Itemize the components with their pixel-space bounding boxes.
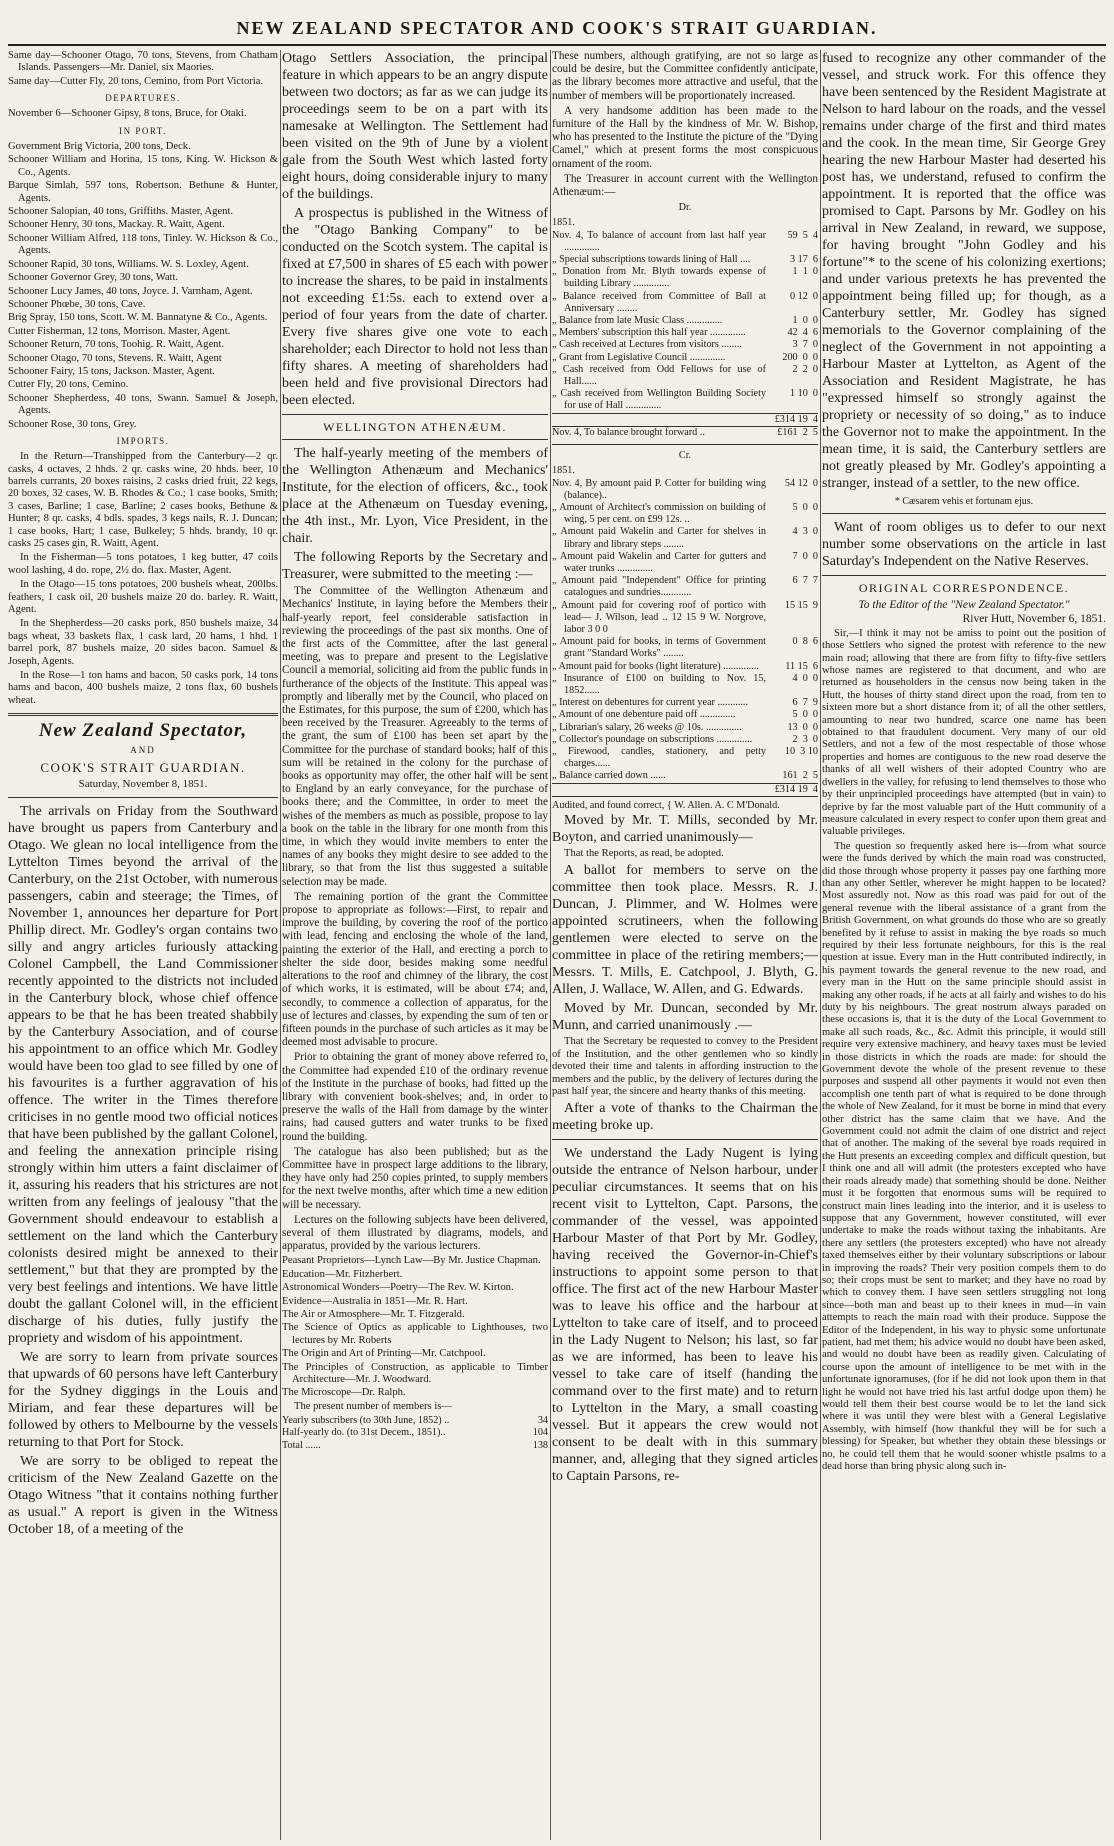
members-row — [282, 1440, 548, 1452]
debit-row-desc: „ Balance from late Music Class .............. — [552, 315, 723, 327]
debit-row-amount: 42 4 6 — [787, 327, 818, 339]
debit-total-row — [552, 413, 818, 427]
credit-row-amount: 11 15 6 — [785, 660, 818, 672]
article-paragraph: A ballot for members to serve on the committee then took place. Messrs. R. J. Duncan, J. Plimmer, and W. Holmes were appointed scrutineers, when the following gentlemen were elected to serve on the committee in place of the retiring members;—Messrs. T. Mills, E. Catchpool, J. Blyth, G. Allen, J. Wallace, W. Allen, and G. Edwards. — [552, 863, 818, 998]
credit-row — [552, 673, 818, 697]
column-2 — [282, 50, 548, 1840]
debit-rows — [552, 230, 818, 413]
members-row-desc: Total ...... — [282, 1439, 321, 1451]
ship-entry: Same day—Cutter Fly, 20 tons, Cemino, from Port Victoria. — [8, 75, 264, 87]
debit-row-amount: 1 10 0 — [789, 388, 818, 400]
article-paragraph: These numbers, although gratifying, are not so large as could be desire, but the Committee confidently anticipate, as the library becomes more attractive and useful, that the number of members will be proportionately increased. — [552, 50, 818, 102]
credit-row-amount: 161 2 5 — [782, 770, 818, 782]
departures-heading: DEPARTURES. — [105, 93, 181, 104]
credit-row — [552, 770, 818, 782]
report-paragraph: The catalogue has also been published; but as the Committee have in prospect large additions to the library, they have only had 250 copies printed, to supply members for the next twelve months, after which time a new edition will be necessary. — [282, 1145, 548, 1211]
divider — [8, 797, 278, 798]
credit-row-amount: 6 7 7 — [792, 575, 818, 587]
debit-row-amount: 200 0 0 — [782, 351, 818, 363]
article-paragraph: That the Reports, as read, be adopted. — [564, 847, 724, 859]
credit-row-desc: „ Interest on debentures for current year ............ — [552, 697, 749, 709]
editorial-paragraph: We are sorry to learn from private sources that upwards of 60 persons have left Canterbury for the Sydney diggings in the Louis and Miriam, and fear these departures will be followed by others to Melbourne by the vessels returning to that Port for Stock. — [8, 1350, 278, 1451]
credit-heading: Cr. — [678, 450, 692, 462]
credit-row-desc: „ Firewood, candles, stationery, and petty charges...... — [552, 745, 766, 770]
letter-place: River Hutt, November 6, 1851. — [962, 612, 1106, 625]
lecture-entry: Evidence—Australia in 1851—Mr. R. Hart. — [282, 1295, 468, 1307]
debit-row-desc: „ Donation from Mr. Blyth towards expense of building Library .............. — [552, 266, 766, 290]
in-port-entry: Schooner Henry, 30 tons, Mackay. R. Waitt, Agent. — [8, 219, 225, 231]
article-paragraph: fused to recognize any other commander of the vessel, and struck work. For this offence they have been sentenced by the Resident Magistrate at Nelson to hard labour on the roads, and the vessel remains under charge of the first and third mates and the cook. In the mean time, Sir George Grey hearing the new Harbour Master had deserted his post has, we understand, refused to confirm the appointment. It is reported that the office was promised to Capt. Parsons by Mr. Godley on his arrival in New Zealand, in reward, we suppose, for having brought "John Godley and his fortune"* to the scene of his colonizing exertions; and under various pretexts he has prevented the appointment being filled up; for though, as a Canterbury settler, Mr. Godley has signed memorials to the Governor complaining of the neglect of the Government in not appointing a Harbour Master at Lyttelton, as Agent of the Association and Resident Magistrate, he has "expressed himself so strongly against the propriety or necessity of so doing," as to induce the Governor not to make the appointment. In the mean time, it is said, the Canterbury settlers are not greatly pleased by Mr. Godley's appointing a stranger, instead of a settler, to the new office. — [822, 51, 1106, 491]
members-row-desc: Half-yearly do. (to 31st Decem., 1851).. — [282, 1427, 446, 1439]
report-paragraph: Lectures on the following subjects have been delivered, several of them illustrated by diagrams, models, and apparatus, provided by the various lecturers. — [282, 1213, 548, 1253]
account-table — [552, 202, 818, 812]
credit-row — [552, 478, 818, 502]
lectures-list — [282, 1255, 548, 1399]
members-row-amount: 34 — [537, 1415, 548, 1427]
debit-heading: Dr. — [678, 202, 692, 214]
article-paragraph: A prospectus is published in the Witness of the "Otago Banking Company" to be conducted on the Scotch system. The capital is fixed at £7,500 in shares of £5 each with power to increase the shares, to be paid in instalments not exceeding £1:5s. each to extend over a period of four years from the date of charter. Every five shares give one vote to each shareholder; each Director to hold not less than fifty shares. A meeting of shareholders had been held and five provisional Directors had been elected. — [282, 206, 548, 408]
in-port-entry: Schooner Return, 70 tons, Toohig. R. Waitt, Agent. — [8, 339, 225, 351]
divider — [822, 513, 1106, 514]
masthead: NEW ZEALAND SPECTATOR AND COOK'S STRAIT GUARDIAN. — [236, 18, 878, 38]
in-port-entry: Schooner William Alfred, 118 tons, Tinley. W. Hickson & Co., Agents. — [8, 232, 278, 257]
debit-row — [552, 339, 818, 351]
credit-row-desc: „ Collector's poundage on subscriptions .............. — [552, 733, 753, 745]
debit-row-amount: 1 1 0 — [792, 266, 818, 278]
in-port-entry: Schooner Fairy, 15 tons, Jackson. Master, Agent. — [8, 365, 215, 377]
departure-entry: November 6—Schooner Gipsy, 8 tons, Bruce, for Otaki. — [8, 108, 247, 120]
debit-row-desc: „ Members' subscription this half year .............. — [552, 327, 746, 339]
debit-row-desc: „ Balance received from Committee of Ball at Anniversary ........ — [552, 290, 766, 314]
members-table — [282, 1415, 548, 1452]
credit-row-desc: Nov. 4, By amount paid P. Cotter for building wing (balance).. — [552, 477, 766, 501]
credit-row-amount: 6 7 9 — [792, 697, 818, 709]
debit-row-amount: 2 2 0 — [792, 363, 818, 375]
imports-heading: IMPORTS. — [116, 435, 170, 446]
import-entry: In the Shepherdess—20 casks pork, 850 bushels maize, 34 bags wheat, 33 baskets flax, 1 cask lard, 20 hams, 1 hhd. 1 barrel pork, 87 bushels maize, 20 sides bacon. Samuel & Joseph, Agents. — [8, 618, 278, 667]
credit-row-desc: „ Amount of Architect's commission on building of wing, 5 per cent. on £99 12s. .. — [552, 501, 766, 526]
credit-row-amount: 0 8 6 — [792, 636, 818, 648]
credit-total-row — [552, 783, 818, 797]
credit-row-desc: „ Amount paid "Independent" Office for printing catalogues and sundries............ — [552, 575, 766, 599]
debit-row-amount: 3 17 6 — [789, 254, 818, 266]
imports-list — [8, 451, 278, 707]
credit-row — [552, 661, 818, 673]
in-port-entry: Schooner William and Horina, 15 tons, King. W. Hickson & Co., Agents. — [8, 154, 278, 178]
paper-guardian: COOK'S STRAIT GUARDIAN. — [40, 759, 246, 775]
lecture-entry: Education—Mr. Fitzherbert. — [282, 1268, 403, 1280]
column-3 — [552, 50, 818, 1840]
issue-date: Saturday, November 8, 1851. — [78, 777, 208, 790]
article-paragraph: The half-yearly meeting of the members of the Wellington Athenæum and Mechanics' Institute, for the election of officers, &c., took place at the Athenæum on Tuesday evening, the 4th inst., Mr. Lyon, Vice President, in the chair. — [282, 446, 548, 547]
column-rule — [820, 50, 821, 1840]
in-port-entry: Schooner Governor Grey, 30 tons, Watt. — [8, 272, 179, 284]
article-paragraph: A very handsome addition has been made to the furniture of the Hall by the kindness of Mr. W. Bishop, who has presented to the Institute the picture of the "Dying Camel," which at present forms the most conspicuous ornament of the room. — [552, 104, 818, 170]
credit-row — [552, 636, 818, 660]
debit-total: £314 19 4 — [774, 413, 818, 425]
credit-row-desc: „ Amount paid Wakelin and Carter for gutters and water trunks .............. — [552, 550, 766, 574]
paper-and: AND — [130, 744, 156, 755]
audited-line: Audited, and found correct, { W. Allen. A. C M'Donald. — [552, 799, 780, 811]
credit-row — [552, 722, 818, 734]
credit-row — [552, 502, 818, 526]
debit-row-desc: „ Special subscriptions towards lining of Hall .... — [552, 254, 751, 266]
brought-forward-row: Nov. 4, To balance brought forward .. £161 2 5 — [552, 426, 818, 438]
column-4 — [822, 50, 1106, 1840]
credit-rows — [552, 478, 818, 783]
divider — [552, 444, 818, 445]
column-rule — [280, 50, 281, 1840]
debit-row-desc: „ Cash received from Odd Fellows for use of Hall...... — [552, 363, 766, 388]
article-paragraph: After a vote of thanks to the Chairman the meeting broke up. — [552, 1101, 818, 1134]
credit-row-amount: 2 3 0 — [792, 733, 818, 745]
in-port-entry: Schooner Lucy James, 40 tons, Joyce. J. Varnham, Agent. — [8, 285, 253, 297]
lecture-entry: The Origin and Art of Printing—Mr. Catchpool. — [282, 1348, 486, 1360]
article-paragraph: Otago Settlers Association, the principal feature in which appears to be an angry dispute between two doctors; as far as we can judge its proceedings seem to be on a part with its namesake at Wellington. The Settlement had been visited on the 9th of June by a violent gale from the South West which lasted forty eight hours, doing considerable injury to many of the buildings. — [282, 51, 548, 202]
in-port-entry: Schooner Salopian, 40 tons, Griffiths. Master, Agent. — [8, 206, 234, 218]
credit-row — [552, 526, 818, 550]
members-row-amount: 104 — [532, 1427, 548, 1439]
debit-row-desc: „ Cash received from Wellington Building Society for use of Hall .............. — [552, 388, 766, 412]
members-row — [282, 1427, 548, 1439]
lecture-entry: The Principles of Construction, as applicable to Timber Architecture—Mr. J. Woodward. — [282, 1361, 548, 1386]
credit-row-desc: „ Amount paid for covering roof of portico with lead— J. Wilson, lead .. 12 15 9 W. Norgrove, labor 3 0 0 — [552, 599, 766, 635]
credit-row-amount: 4 3 0 — [792, 526, 818, 538]
editorial-paragraph: The arrivals on Friday from the Southward have brought us papers from Canterbury and Otago. We glean no local intelligence from the Lyttelton Times beyond the arrival of the Canterbury, on the 21st October, with numerous passengers, cabin and steerage; the Times, of November 1, announces her departure for Port Phillip direct. Mr. Godley's organ contains two silly and angry articles furiously attacking Colonel Campbell, the Land Commissioner recently appointed to the districts not included in the Canterbury block, whose chief offence appears to be that he has been treated shabbily by the Canterbury Association, and of course his appointment to an office which Mr. Godley would have been too glad to see filled by one of his favourites is a further aggravation of his offence. The writer in the Times therefore criticises in no gentle mood two official notices that have been published by the gallant Colonel, and feeling the annexation principle rising strongly within him utters a faint disclaimer of it, assuring his readers that his strictures are not written from any feelings of jealousy "that the Government should endeavour to establish a settlement on the land which the Canterbury colonists desired might be annexed to their settlement," but that they are prompted by the very best feelings and intentions. We have little doubt the gallant Colonel will, in the efficient discharge of his duties, fully justify the propriety and wisdom of his appointment. — [8, 804, 278, 1347]
lecture-entry: The Microscope—Dr. Ralph. — [282, 1387, 406, 1399]
debit-row-amount: 59 5 4 — [787, 229, 818, 241]
divider — [282, 414, 548, 415]
treasurer-line: The Treasurer in account current with the Wellington Athenæum:— — [552, 172, 818, 199]
editorial-paragraph: We are sorry to be obliged to repeat the criticism of the New Zealand Gazette on the Otago Witness "that it contains nothing further as usual." A report is given in the Witness October 18, of a meeting of the — [8, 1454, 278, 1538]
credit-row — [552, 551, 818, 575]
article-paragraph: Moved by Mr. Duncan, seconded by Mr. Munn, and carried unanimously .— — [552, 1001, 818, 1034]
in-port-entry: Cutter Fisherman, 12 tons, Morrison. Master, Agent. — [8, 325, 231, 337]
in-port-heading: IN PORT. — [119, 125, 167, 136]
in-port-list — [8, 141, 278, 431]
report-paragraph: The remaining portion of the grant the Committee propose to appropriate as follows:—First, to repair and improve the building, by covering the roof of the portico with lead, fencing and enclosing the whole of the land, painting the exterior of the Hall, and erecting a porch to shelter the side door, besides making some needful alterations to the roof and chimney of the library, the cost of which works, it is estimated, will be about £74; and, secondly, to commence a collection of apparatus, for the use of lectures and classes, by expending the sum of ten or fifteen pounds in the purchase of such articles as it may be deemed most advisable to procure. — [282, 890, 548, 1049]
notice-paragraph: Want of room obliges us to defer to our next number some observations on the article in last Saturday's Independent on the Native Reserves. — [822, 520, 1106, 570]
credit-row — [552, 709, 818, 721]
column-rule — [550, 50, 551, 1840]
debit-row — [552, 266, 818, 290]
account-year: 1851. — [552, 465, 575, 477]
in-port-entry: Schooner Otago, 70 tons, Stevens. R. Waitt, Agent — [8, 352, 222, 364]
account-year: 1851. — [552, 217, 575, 229]
debit-row-amount: 0 12 0 — [789, 290, 818, 302]
article-paragraph: That the Secretary be requested to convey to the President of the Institution, and the other gentlemen who so kindly devoted their time and talents in affording instruction to the members and the public, by the delivery of lectures during the past half year, the sincere and hearty thanks of this meeting. — [552, 1036, 818, 1098]
debit-row — [552, 315, 818, 327]
divider — [552, 1139, 818, 1140]
credit-row — [552, 600, 818, 637]
credit-row-amount: 5 0 0 — [792, 709, 818, 721]
divider — [822, 575, 1106, 576]
members-row-amount: 138 — [532, 1439, 548, 1451]
credit-row — [552, 734, 818, 746]
lecture-entry: The Science of Optics as applicable to Lighthouses, two lectures by Mr. Roberts — [282, 1322, 548, 1346]
ship-arrivals — [8, 50, 278, 88]
debit-row — [552, 327, 818, 339]
members-intro: The present number of members is— — [294, 1400, 452, 1412]
import-entry: In the Return—Transhipped from the Canterbury—2 qr. casks, 4 octaves, 2 hhds. 2 qr. casks wine, 20 hhds. beer, 10 barrels currants, 20 boxes raisins, 2 casks dried fruit, 22 kegs, 20 boxes, 32 cases, W. B. Rhodes & Co.; 1 case books, Smith; 3 cases, Barline; 1 case, Barline; 2 cases books, Bethune & Hunter; 8 qr. casks, 4 bdls. spades, 3 kegs nails, R. J. Duncan; 1 case books, Hart; 1 case, Bulkeley; 5 hhds. brandy, 10 qr. casks 25 cases gin, R. Waitt, Agent. — [8, 451, 278, 550]
debit-row — [552, 230, 818, 254]
credit-row-amount: 10 3 10 — [784, 745, 818, 757]
credit-total: £314 19 4 — [774, 783, 818, 795]
in-port-entry: Brig Spray, 150 tons, Scott. W. M. Bannatyne & Co., Agents. — [8, 312, 268, 324]
lecture-entry: Peasant Proprietors—Lynch Law—By Mr. Justice Chapman. — [282, 1255, 541, 1267]
debit-row — [552, 254, 818, 266]
import-entry: In the Fisherman—5 tons potatoes, 1 keg butter, 47 coils wool lashing, 4 do. rope, 2½ do. flax. Master, Agent. — [8, 552, 278, 576]
credit-row-desc: „ Librarian's salary, 26 weeks @ 10s. .............. — [552, 721, 742, 733]
in-port-entry: Government Brig Victoria, 200 tons, Deck. — [8, 141, 191, 153]
credit-row-desc: „ Amount of one debenture paid off .............. — [552, 709, 736, 721]
letter-paragraph: Sir,—I think it may not be amiss to point out the position of those Settlers who signed the protest with reference to the new main road; allowing that there are from fifty to fifty-five settlers whose names are registered to that document, and who are returned as householders in the census now being taken in the Hutt, the houses of thirty stand direct upon the road, from ten to sixteen more but a short distance from it; of all the other settlers, amounting to near two hundred, scarce one name has been obtained to that fraudulent document. Very many of our old Settlers, and not a few of the most respectable of those whose properties and homes are contiguous to the new road deserve the thanks of all well wishers of their adopted Country who are dwellers in the valley, for refusing to lend themselves to those who by their unprincipled proceedings have attempted (but in vain) to deprive by far the most valuable part of the Hutt community of a measure calculated in every respect to confer upon them great and valuable privileges. — [822, 627, 1106, 838]
members-row — [282, 1415, 548, 1427]
credit-row-amount: 5 0 0 — [792, 501, 818, 513]
lady-nugent-paragraph: We understand the Lady Nugent is lying outside the entrance of Nelson harbour, under peculiar circumstances. It seems that on his recent visit to Lyttelton, Capt. Parsons, the commander of the vessel, was appointed Harbour Master of that Port by Mr. Godley, having received the Governor-in-Chief's instructions to appoint some person to that office. The first act of the new Harbour Master was to leave his office and the harbour at Lyttelton to take care of itself, and to proceed in the Lady Nugent to Nelson; his last, so far as we are informed, has been to leave his vessel to take care of itself (handing the command over to the first mate) and to return to Lyttelton in the Mary, a small coasting vessel. But it appears the crew would not consent to be dealt with in this summary manner, and, alleging that they signed articles to Captain Parsons, re- — [552, 1146, 818, 1485]
debit-row — [552, 364, 818, 388]
lecture-entry: The Air or Atmosphere—Mr. T. Fitzgerald. — [282, 1308, 465, 1320]
paper-name: New Zealand Spectator, — [38, 720, 248, 742]
in-port-entry: Schooner Shepherdess, 40 tons, Swann. Samuel & Joseph, Agents. — [8, 392, 278, 417]
footnote: * Cæsarem vehis et fortunam ejus. — [894, 496, 1034, 507]
report-paragraph: Prior to obtaining the grant of money above referred to, the Committee had expended £10 of the ordinary revenue of the Institute in the purchase of books, had fitted up the library with convenient book-shelves; and, in order to preserve the walls of the Hall from damage by the winter rains, had caused gutters and water trunks to be fixed round the building. — [282, 1051, 548, 1143]
in-port-entry: Schooner Phœbe, 30 tons, Cave. — [8, 298, 146, 310]
credit-row — [552, 697, 818, 709]
credit-row-amount: 4 0 0 — [792, 672, 818, 684]
masthead-rule — [8, 44, 1106, 46]
correspondence-heading: ORIGINAL CORRESPONDENCE. — [858, 581, 1070, 596]
report-paragraph: The Committee of the Wellington Athenæum and Mechanics' Institute, in laying before the Members their half-yearly report, feel considerable satisfaction in reviewing the proceedings of the past six months. One of the first acts of the Committee, after the last general meeting, was to prepare and present to the Legislative Council a memorial, soliciting aid from the public funds in furtherance of the objects of the Institute. This appeal was promptly and liberally met by the Council, who placed on the Estimates, for this purpose, the sum of £200, which has been received by the Treasurer. Agreeably to the terms of the grant, the sum of £100 has been set apart by the Committee for the purchase of standard books; half of this sum will be retained in the colony for the purchase of books as opportunity may offer, the other half will be sent to England by an early conveyance, for the purchase of books there; and the Committee, in order to meet the wishes of the members as much as possible, propose to lay a book on the table in the library for one month from this time, in which they would invite members to enter the names of any books they might desire to see added to the library, so that from the list thus suggested a suitable selection may be made. — [282, 585, 548, 888]
credit-row-amount: 15 15 9 — [784, 599, 818, 611]
article-paragraph: The following Reports by the Secretary and Treasurer, were submitted to the meeting :— — [282, 550, 548, 583]
ship-entry: Same day—Schooner Otago, 70 tons, Stevens, from Chatham Islands. Passengers—Mr. Daniel, six Maories. — [8, 50, 278, 74]
credit-row-desc: „ Amount paid for books (light literature) .............. — [552, 660, 759, 672]
debit-row-amount: 1 0 0 — [792, 315, 818, 327]
credit-row-desc: „ Insurance of £100 on building to Nov. 15, 1852...... — [552, 672, 766, 696]
credit-row-amount: 13 0 0 — [787, 721, 818, 733]
debit-row-desc: „ Cash received at Lectures from visitors ........ — [552, 339, 742, 351]
import-entry: In the Otago—15 tons potatoes, 200 bushels wheat, 200lbs. feathers, 1 cask oil, 20 bushels maize 20 do. barley. R. Waitt, Agent. — [8, 579, 278, 616]
in-port-entry: Cutter Fly, 20 tons, Cemino. — [8, 379, 129, 391]
in-port-entry: Barque Simlah, 597 tons, Robertson. Bethune & Hunter, Agents. — [8, 180, 278, 204]
debit-row-amount: 3 7 0 — [792, 339, 818, 351]
letter-address: To the Editor of the "New Zealand Spectator." — [858, 599, 1070, 612]
credit-row-amount: 7 0 0 — [792, 550, 818, 562]
credit-row-amount: 54 12 0 — [784, 477, 818, 489]
divider — [8, 713, 278, 716]
members-row-desc: Yearly subscribers (to 30th June, 1852) .. — [282, 1415, 450, 1427]
in-port-entry: Schooner Rapid, 30 tons, Williams. W. S. Loxley, Agent. — [8, 258, 249, 270]
credit-row — [552, 746, 818, 770]
column-1 — [8, 50, 278, 1840]
credit-row-desc: „ Balance carried down ...... — [552, 770, 666, 782]
credit-row-desc: „ Amount paid Wakelin and Carter for shelves in library and library steps ........ — [552, 526, 766, 550]
credit-row — [552, 575, 818, 599]
lecture-entry: Astronomical Wonders—Poetry—The Rev. W. Kirton. — [282, 1282, 514, 1294]
credit-row-desc: „ Amount paid for books, in terms of Government grant "Standard Works" ........ — [552, 636, 766, 660]
athenaeum-heading: WELLINGTON ATHENÆUM. — [323, 420, 507, 434]
import-entry: In the Rose—1 ton hams and bacon, 50 casks pork, 14 tons hams and bacon, 400 bushels maize, 2 tons flax, 60 bushels wheat. — [8, 670, 278, 706]
debit-row — [552, 388, 818, 412]
letter-paragraph: The question so frequently asked here is—from what source were the funds derived by which the main road was constructed, did those through whose property it passes pay one farthing more than any other Settler, wherever he might happen to be located? Most assuredly not. Now as this road was paid for out of the general revenue with the liberal assistance of a grant from the British Government, on what grounds do those who are so greatly benefited by it refuse to assist in making the bye roads so much required by their less fortunate neighbours, for this is the real question at issue. Every man in the Hutt contributed indirectly, in his payment towards the general revenue to the new road, and every man in the Hutt on the same principle should assist in making any other roads, if he acts at all fairly and wishes to do his duty by his neighbours. The great nostrum always paraded on these occasions is, that it is the duty of the Local Government to make all such roads, &c., &c. Admit this principle, it would still require very extensive machinery, and heavy taxes must be levied in those districts in which the roads are made: for should the Government devote the whole of the present revenue to these purposes and suspend all other payments it would not even then accomplish one tenth part of what is required to be done through the whole of New Zealand, for it must be borne in mind that every other district has the same claim that we have. And the Government could not admit the claim of one district and reject that of another. The making of the several bye roads required in the Hutt presents an exceeding complex and difficult question, but I think one and all will admit (the protesters excepted who have their roads already made) that something should be done. Neither must it be forgotten that enormous sums will be required to construct main lines leading into the interior, and it is useless to suppose that any Government, however constituted, will ever undertake to make the roads without taxing the inhabitants. Are there any settlers (the protesters excepted) who have not already taxed themselves either by their voluntary subscriptions or labour in improving the roads? Their very position compels them to do so; their crops must be sent to market; and they have no road by which to convey them. I have seen settlers struggling not long since—both man and beast up to their knees in mud—in vain attempts to reach the main road with their produce. Suppose the Editor of the Independent, in his way to physic some unfortunate patient, had met them; his advice would no doubt have been asked, and would no doubt have been as readily given. Calculating of course upon the amount of intelligence to be met with in the unfortunate ignoramuses, (for if he did not look upon them in that light he would not have tried his last artful dodge upon them) he would tell them their best course would be to let the land sick where it was until they were blest with a General Legislative Assembly, with himself (how thankful they will be for such a blessing) for Speaker, but whether they obtain these blessings or no, he could tell them that he would sooner whistle psalms to a dead horse than bring physic along such in- — [822, 840, 1106, 1473]
debit-row-desc: Nov. 4, To balance of account from last half year .............. — [552, 229, 766, 253]
debit-row-desc: „ Grant from Legislative Council .............. — [552, 351, 726, 363]
article-paragraph: Moved by Mr. T. Mills, seconded by Mr. Boyton, and carried unanimously— — [552, 812, 818, 845]
debit-row — [552, 352, 818, 364]
in-port-entry: Schooner Rose, 30 tons, Grey. — [8, 418, 137, 430]
debit-row — [552, 291, 818, 315]
divider — [282, 439, 548, 440]
